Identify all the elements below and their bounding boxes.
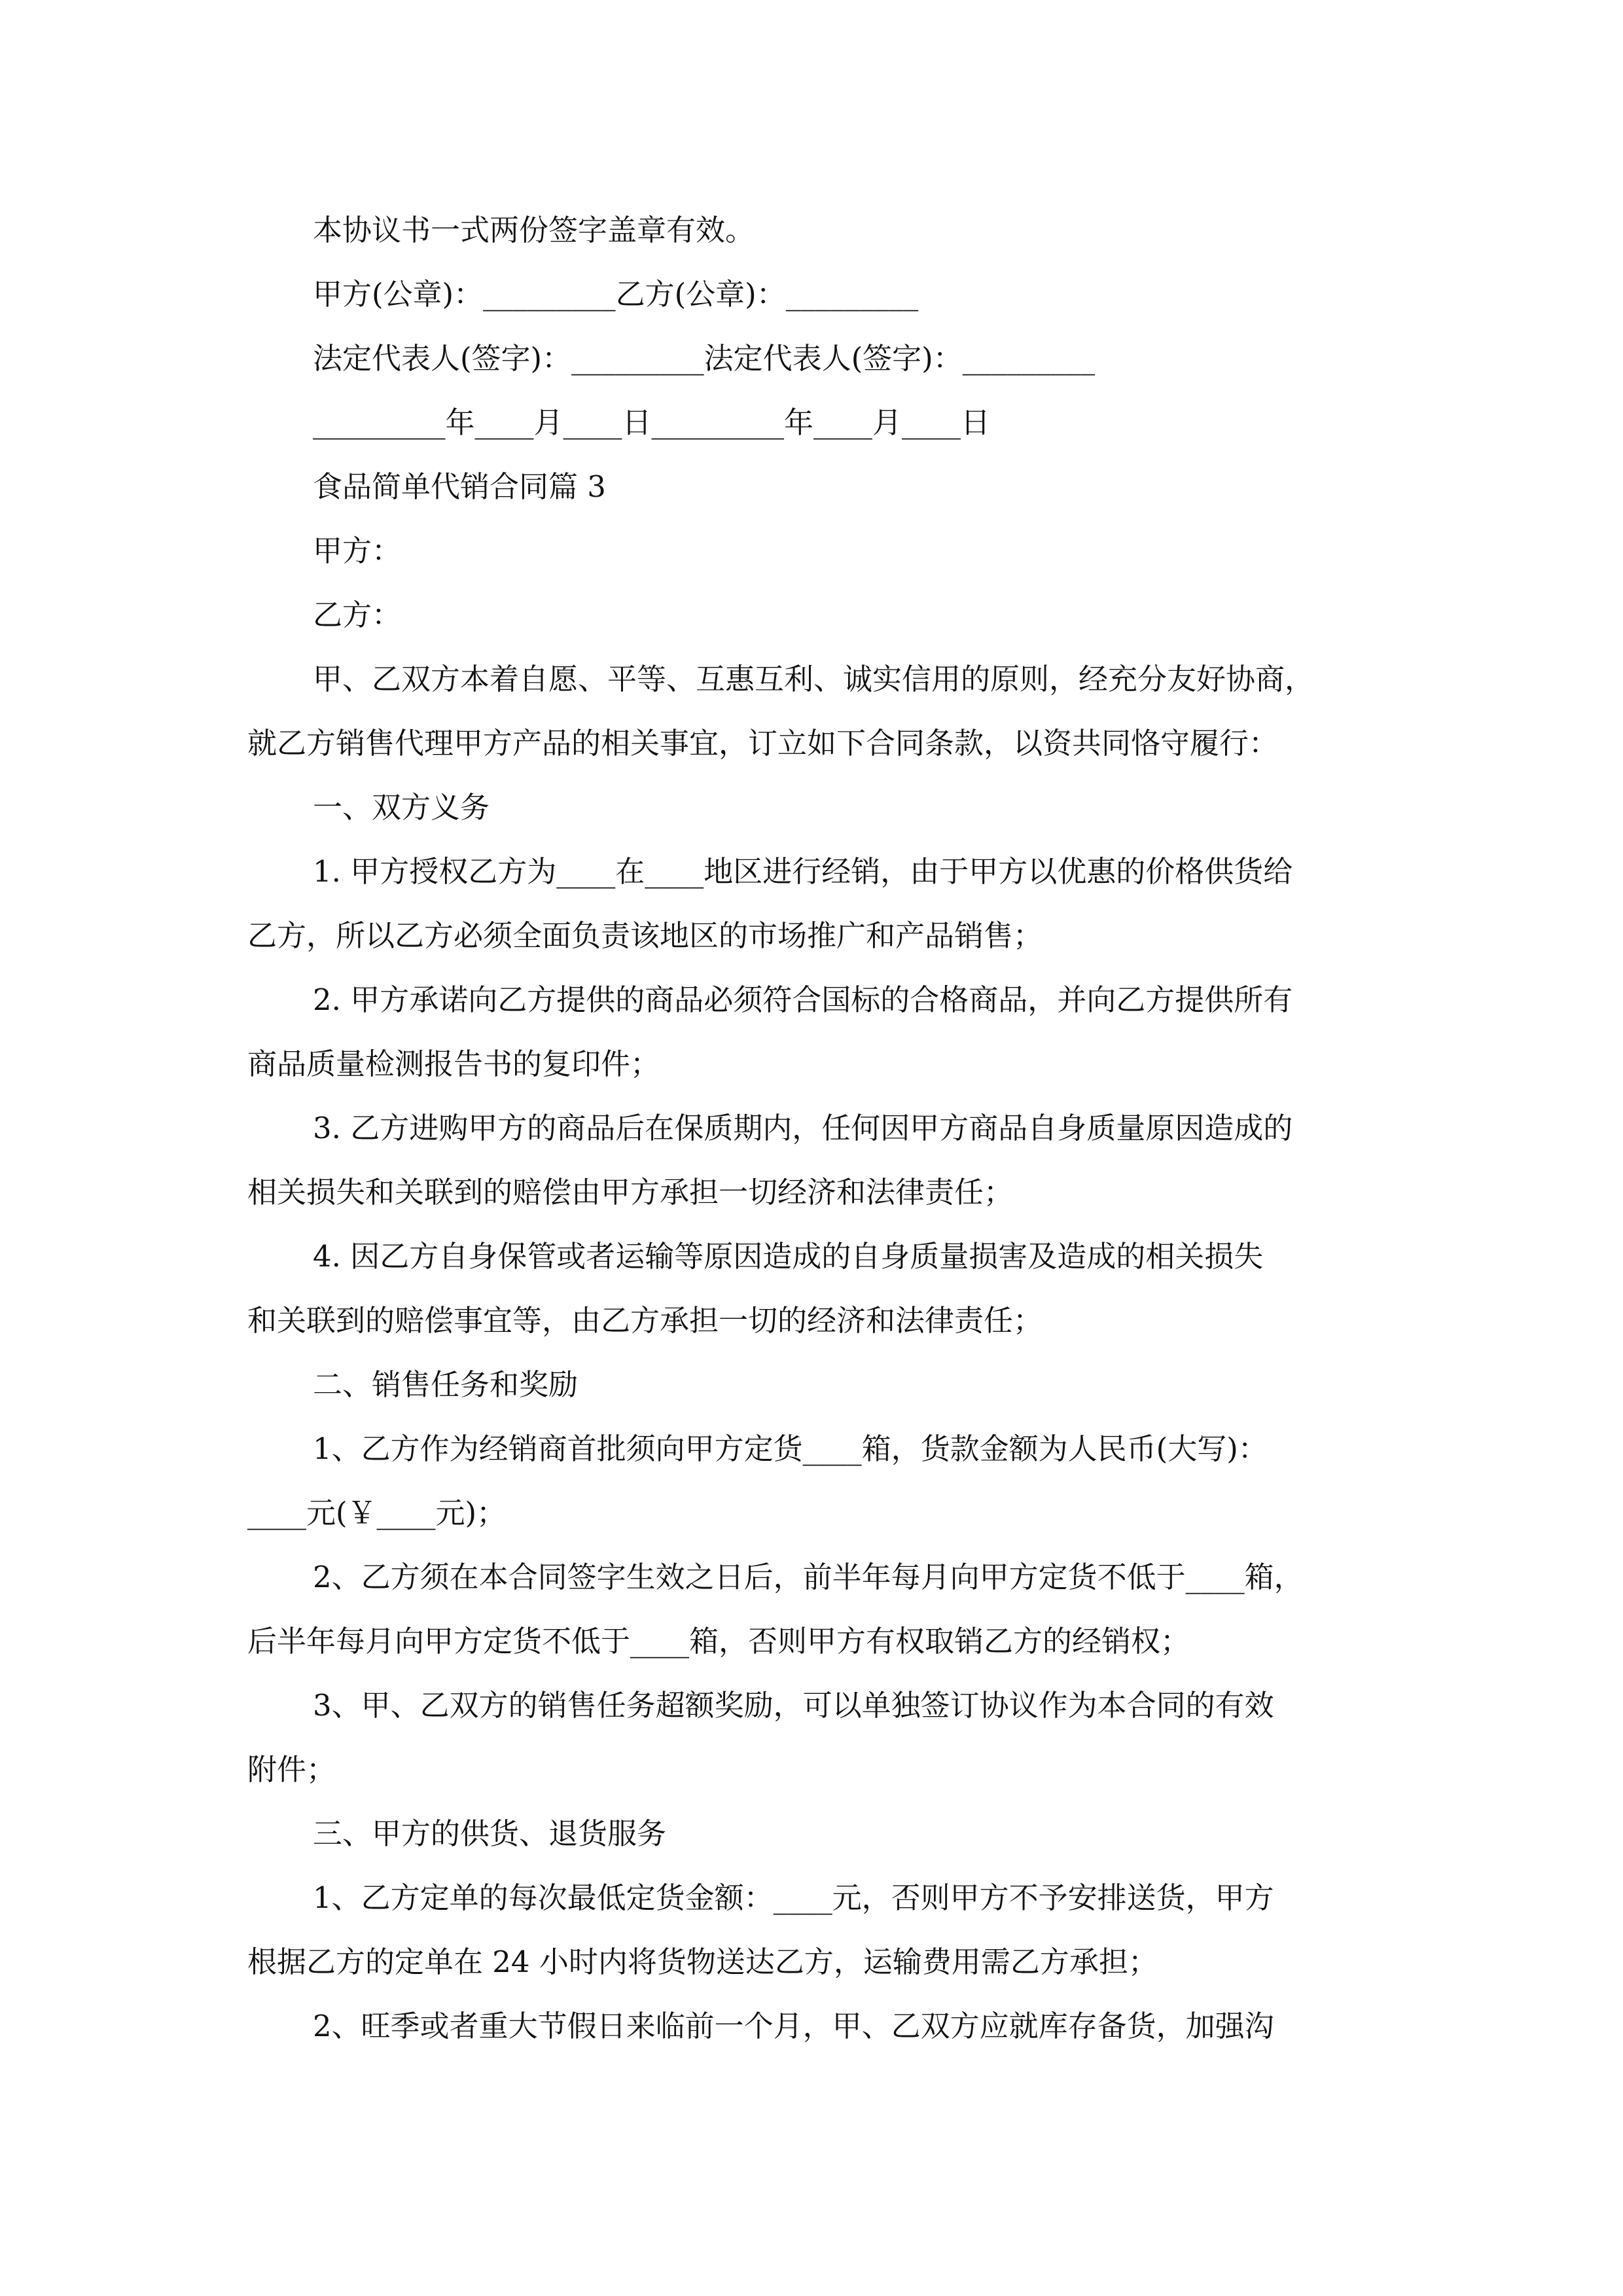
section-title: 食品简单代销合同篇 3 (313, 469, 606, 504)
section-heading: 二、销售任务和奖励 (313, 1367, 579, 1402)
text-line: 2、旺季或者重大节假日来临前一个月，甲、乙双方应就库存备货，加强沟 (313, 2009, 1274, 2043)
text-line: 根据乙方的定单在 24 小时内将货物送达乙方，运输费用需乙方承担； (247, 1945, 1158, 1979)
text-line: 1、乙方作为经销商首批须向甲方定货____箱，货款金额为人民币(大写)： (313, 1431, 1268, 1466)
text-line: 1、乙方定单的每次最低定货金额：____元，否则甲方不予安排送货，甲方 (313, 1880, 1274, 1915)
text-line: _________年____月____日_________年____月____日 (313, 405, 991, 440)
text-line: 和关联到的赔偿事宜等，由乙方承担一切的经济和法律责任； (247, 1303, 1043, 1338)
text-line: 附件； (247, 1752, 336, 1787)
text-line: 法定代表人(签字)：_________法定代表人(签字)：_________ (313, 341, 1096, 376)
text-line: 甲方： (313, 533, 402, 568)
text-line: 3. 乙方进购甲方的商品后在保质期内，任何因甲方商品自身质量原因造成的 (313, 1111, 1293, 1145)
text-line: 甲、乙双方本着自愿、平等、互惠互利、诚实信用的原则，经充分友好协商， (313, 662, 1315, 696)
text-line: 甲方(公章)：_________乙方(公章)：_________ (313, 277, 919, 312)
section-heading: 一、双方义务 (313, 790, 490, 825)
text-line: 1. 甲方授权乙方为____在____地区进行经销，由于甲方以优惠的价格供货给 (313, 854, 1293, 889)
text-line: 商品质量检测报告书的复印件； (247, 1047, 660, 1081)
text-line: 乙方： (313, 598, 402, 632)
text-line: 相关损失和关联到的赔偿由甲方承担一切经济和法律责任； (247, 1175, 1014, 1210)
text-line: 就乙方销售代理甲方产品的相关事宜，订立如下合同条款，以资共同恪守履行： (247, 726, 1279, 761)
section-heading: 三、甲方的供货、退货服务 (313, 1816, 667, 1851)
text-line: 3、甲、乙双方的销售任务超额奖励，可以单独签订协议作为本合同的有效 (313, 1688, 1274, 1723)
text-line: 本协议书一式两份签字盖章有效。 (313, 213, 755, 247)
text-line: 后半年每月向甲方定货不低于____箱，否则甲方有权取销乙方的经销权； (247, 1624, 1190, 1659)
text-line: 2. 甲方承诺向乙方提供的商品必须符合国标的合格商品，并向乙方提供所有 (313, 982, 1293, 1017)
text-line: 2、乙方须在本合同签字生效之日后，前半年每月向甲方定货不低于____箱， (313, 1560, 1304, 1594)
text-line: 乙方，所以乙方必须全面负责该地区的市场推广和产品销售； (247, 918, 1043, 953)
text-line: 4. 因乙方自身保管或者运输等原因造成的自身质量损害及造成的相关损失 (313, 1239, 1264, 1274)
text-line: ____元(￥____元)； (247, 1496, 507, 1530)
